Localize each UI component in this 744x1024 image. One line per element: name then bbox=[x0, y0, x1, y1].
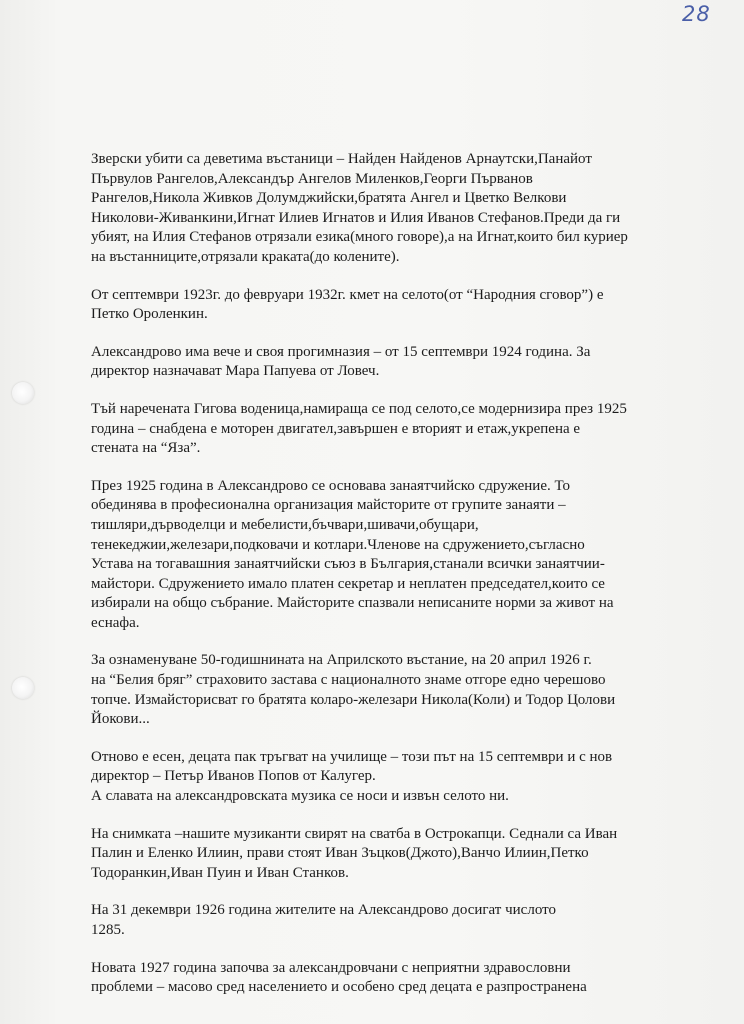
text-line: обединява в професионална организация майсторите от групите занаяти – bbox=[91, 497, 566, 514]
text-line: През 1925 година в Александрово се основава занаятчийско сдружение. То bbox=[91, 477, 571, 494]
text-line: на въстанниците,отрязали краката(до колените). bbox=[91, 248, 400, 265]
text-line: От септември 1923г. до февруари 1932г. кмет на селото(от “Народния сговор”) е bbox=[91, 286, 604, 303]
paragraph-health-problems bbox=[91, 959, 691, 998]
text-line: Устава на тогавашния занаятчийски съюз в България,станали всички занаятчии- bbox=[91, 556, 605, 573]
text-line: топче. Измайсторисват го братята коларо-железари Никола(Коли) и Тодор Цолови bbox=[91, 691, 616, 708]
text-line: Зверски убити са деветима въстаници – Найден Найденов Арнаутски,Панайот bbox=[91, 151, 592, 167]
paragraph-mayor bbox=[91, 286, 691, 325]
text-line: еснафа. bbox=[91, 614, 140, 631]
text-line: тенекеджии,железари,подковачи и котлари.Членове на сдружението,съгласно bbox=[91, 536, 585, 553]
text-line: А славата на александровската музика се носи и извън селото ни. bbox=[91, 788, 509, 805]
punch-hole-bottom bbox=[12, 677, 34, 699]
text-line: Първулов Рангелов,Александър Ангелов Миленков,Георги Първанов bbox=[91, 170, 533, 187]
text-line: На снимката –нашите музиканти свирят на сватба в Острокапци. Седнали са Иван bbox=[91, 825, 618, 842]
text-line: директор – Петър Иванов Попов от Калугер. bbox=[91, 768, 376, 785]
paragraph-cannon bbox=[91, 651, 691, 729]
text-line: Отново е есен, децата пак тръгват на училище – този път на 15 септември и с нов bbox=[91, 748, 613, 765]
paragraph-autumn-school bbox=[91, 748, 691, 807]
text-line: Рангелов,Никола Живков Долумджийски,братята Ангел и Цветко Велкови bbox=[91, 190, 567, 207]
text-line: година – снабдена е моторен двигател,завършен е вторият и етаж,укрепена е bbox=[91, 420, 581, 437]
text-line: проблеми – масово сред населението и особено сред децата е разпространена bbox=[91, 979, 587, 996]
text-line: убият, на Илия Стефанов отрязали езика(много говоре),а на Игнат,които бил куриер bbox=[91, 229, 628, 246]
punch-hole-top bbox=[12, 382, 34, 404]
paragraph-musicians bbox=[91, 825, 691, 884]
paragraph-craftsmen-union bbox=[91, 477, 691, 634]
paragraph-population bbox=[91, 901, 691, 940]
text-line: майстори. Сдружението имало платен секретар и неплатен председател,които се bbox=[91, 575, 605, 592]
text-line: За ознаменуване 50-годишнината на Априлското въстание, на 20 април 1926 г. bbox=[91, 652, 592, 669]
text-line: Николови-Живанкини,Игнат Илиев Игнатов и Илия Иванов Стефанов.Преди да ги bbox=[91, 209, 621, 226]
text-line: тишляри,дърводелци и мебелисти,бъчвари,шивачи,обущари, bbox=[91, 516, 479, 533]
text-line: Петко Ороленкин. bbox=[91, 306, 208, 323]
text-line: избирали на общо събрание. Майсторите спазвали неписаните норми за живот на bbox=[91, 595, 614, 612]
text-line: на “Белия бряг” страховито застава с националното знаме отгоре едно черешово bbox=[91, 672, 606, 689]
text-line: На 31 декември 1926 година жителите на Александрово досигат числото bbox=[91, 902, 556, 919]
text-line: Тодоранкин,Иван Пуин и Иван Станков. bbox=[91, 864, 349, 881]
text-line: Новата 1927 година започва за александровчани с неприятни здравословни bbox=[91, 959, 571, 976]
text-line: Тъй наречената Гигова воденица,намираща се под селото,се модернизира през 1925 bbox=[91, 400, 627, 417]
paragraph-rebels-killed bbox=[91, 150, 691, 268]
document-body bbox=[91, 150, 691, 1016]
paragraph-school bbox=[91, 343, 691, 382]
text-line: Палин и Еленко Илиин, прави стоят Иван Зъцков(Джото),Ванчо Илиин,Петко bbox=[91, 845, 589, 862]
paragraph-watermill bbox=[91, 400, 691, 459]
text-line: Йокови... bbox=[91, 711, 150, 728]
text-line: стената на “Яза”. bbox=[91, 440, 201, 457]
text-line: директор назначават Мара Папуева от Ловеч. bbox=[91, 363, 380, 380]
text-line: Александрово има вече и своя прогимназия – от 15 септември 1924 година. За bbox=[91, 343, 591, 360]
text-line: 1285. bbox=[91, 922, 125, 938]
handwritten-page-number: 28 bbox=[682, 2, 711, 26]
